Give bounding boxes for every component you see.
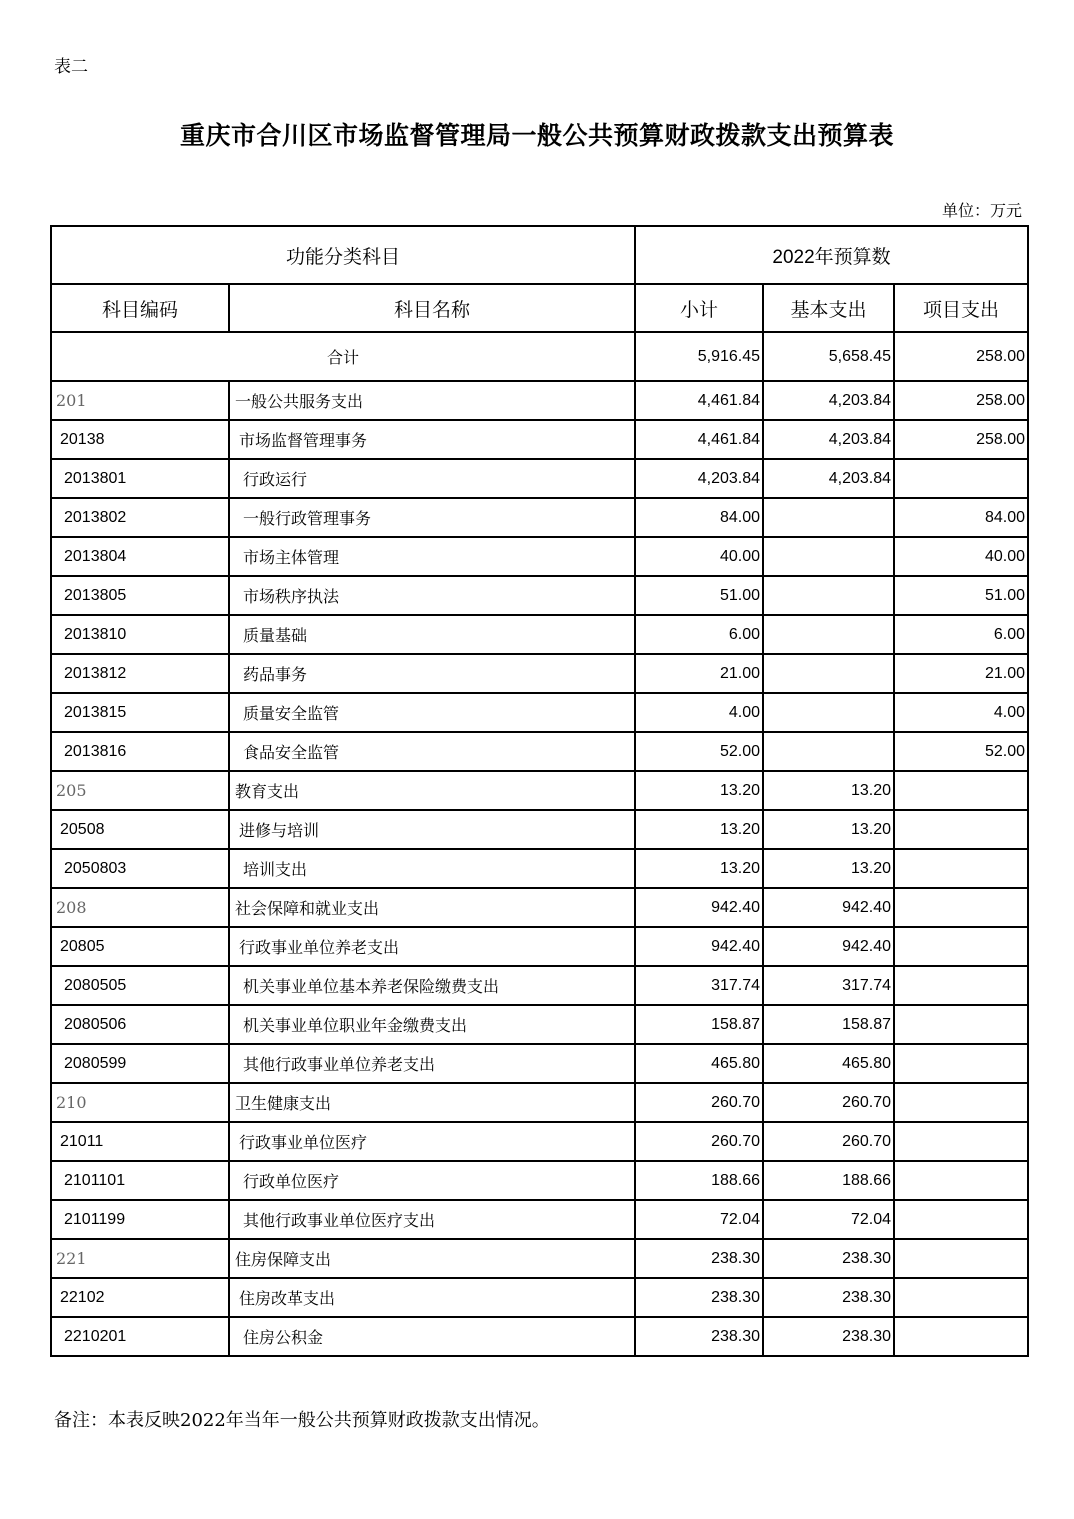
row-name: 行政单位医疗 [229, 1161, 635, 1200]
table-row [51, 927, 1028, 966]
row-code: 2013816 [51, 732, 229, 771]
table-row [51, 771, 1028, 810]
header-row-group [51, 226, 1028, 284]
row-basic: 238.30 [763, 1239, 894, 1278]
table-row [51, 1317, 1028, 1356]
row-basic [763, 537, 894, 576]
table-row [51, 1044, 1028, 1083]
row-code: 201 [51, 381, 229, 420]
row-name: 卫生健康支出 [229, 1083, 635, 1122]
row-project [894, 1083, 1028, 1122]
row-basic: 4,203.84 [763, 381, 894, 420]
row-project [894, 810, 1028, 849]
row-basic: 465.80 [763, 1044, 894, 1083]
table-row [51, 654, 1028, 693]
row-name: 行政事业单位养老支出 [229, 927, 635, 966]
row-code: 2080599 [51, 1044, 229, 1083]
total-subtotal: 5,916.45 [635, 332, 763, 381]
row-subtotal: 6.00 [635, 615, 763, 654]
row-subtotal: 465.80 [635, 1044, 763, 1083]
row-basic: 942.40 [763, 927, 894, 966]
table-row [51, 1161, 1028, 1200]
row-name: 市场主体管理 [229, 537, 635, 576]
table-row [51, 459, 1028, 498]
table-row [51, 1278, 1028, 1317]
table-row [51, 537, 1028, 576]
row-code: 208 [51, 888, 229, 927]
row-basic [763, 498, 894, 537]
row-project [894, 459, 1028, 498]
row-basic [763, 693, 894, 732]
row-subtotal: 84.00 [635, 498, 763, 537]
row-name: 教育支出 [229, 771, 635, 810]
row-subtotal: 52.00 [635, 732, 763, 771]
row-project: 51.00 [894, 576, 1028, 615]
row-project: 21.00 [894, 654, 1028, 693]
table-row [51, 1200, 1028, 1239]
row-project [894, 1005, 1028, 1044]
row-code: 2013802 [51, 498, 229, 537]
row-name: 机关事业单位职业年金缴费支出 [229, 1005, 635, 1044]
row-subtotal: 4,461.84 [635, 420, 763, 459]
header-subtotal: 小计 [635, 284, 763, 332]
header-code: 科目编码 [51, 284, 229, 332]
row-project [894, 771, 1028, 810]
row-name: 住房保障支出 [229, 1239, 635, 1278]
row-basic: 260.70 [763, 1083, 894, 1122]
row-basic: 238.30 [763, 1317, 894, 1356]
total-label: 合计 [51, 332, 635, 381]
table-row [51, 498, 1028, 537]
row-subtotal: 13.20 [635, 771, 763, 810]
row-code: 210 [51, 1083, 229, 1122]
row-subtotal: 942.40 [635, 888, 763, 927]
page-title: 重庆市合川区市场监督管理局一般公共预算财政拨款支出预算表 [179, 121, 894, 150]
row-basic: 942.40 [763, 888, 894, 927]
row-subtotal: 188.66 [635, 1161, 763, 1200]
row-name: 食品安全监管 [229, 732, 635, 771]
row-code: 20805 [51, 927, 229, 966]
row-basic: 4,203.84 [763, 459, 894, 498]
row-basic: 158.87 [763, 1005, 894, 1044]
total-basic: 5,658.45 [763, 332, 894, 381]
row-name: 进修与培训 [229, 810, 635, 849]
table-row [51, 849, 1028, 888]
row-name: 其他行政事业单位医疗支出 [229, 1200, 635, 1239]
row-basic [763, 732, 894, 771]
row-name: 一般公共服务支出 [229, 381, 635, 420]
row-code: 2101199 [51, 1200, 229, 1239]
row-name: 质量安全监管 [229, 693, 635, 732]
row-name: 住房公积金 [229, 1317, 635, 1356]
row-project [894, 1044, 1028, 1083]
row-subtotal: 4,461.84 [635, 381, 763, 420]
row-project [894, 1278, 1028, 1317]
row-name: 质量基础 [229, 615, 635, 654]
row-project [894, 888, 1028, 927]
row-code: 205 [51, 771, 229, 810]
row-subtotal: 13.20 [635, 810, 763, 849]
table-row [51, 1083, 1028, 1122]
row-subtotal: 21.00 [635, 654, 763, 693]
table-row [51, 1122, 1028, 1161]
row-name: 机关事业单位基本养老保险缴费支出 [229, 966, 635, 1005]
total-project: 258.00 [894, 332, 1028, 381]
row-project [894, 849, 1028, 888]
row-name: 一般行政管理事务 [229, 498, 635, 537]
row-code: 20508 [51, 810, 229, 849]
row-subtotal: 40.00 [635, 537, 763, 576]
row-name: 社会保障和就业支出 [229, 888, 635, 927]
header-budget-group: 2022年预算数 [635, 226, 1028, 284]
row-name: 行政事业单位医疗 [229, 1122, 635, 1161]
row-basic: 238.30 [763, 1278, 894, 1317]
row-code: 22102 [51, 1278, 229, 1317]
row-name: 培训支出 [229, 849, 635, 888]
row-name: 药品事务 [229, 654, 635, 693]
row-project [894, 1239, 1028, 1278]
row-code: 21011 [51, 1122, 229, 1161]
row-project [894, 927, 1028, 966]
row-project [894, 1200, 1028, 1239]
row-code: 2013805 [51, 576, 229, 615]
row-project [894, 966, 1028, 1005]
table-row [51, 693, 1028, 732]
row-project: 84.00 [894, 498, 1028, 537]
header-project: 项目支出 [894, 284, 1028, 332]
total-row [51, 332, 1028, 381]
row-project: 4.00 [894, 693, 1028, 732]
table-row [51, 888, 1028, 927]
table-row [51, 381, 1028, 420]
row-project: 52.00 [894, 732, 1028, 771]
row-subtotal: 4,203.84 [635, 459, 763, 498]
table-row [51, 1005, 1028, 1044]
row-basic: 317.74 [763, 966, 894, 1005]
row-basic [763, 576, 894, 615]
row-code: 2013815 [51, 693, 229, 732]
row-project: 258.00 [894, 381, 1028, 420]
row-project: 6.00 [894, 615, 1028, 654]
table-row [51, 1239, 1028, 1278]
row-code: 221 [51, 1239, 229, 1278]
row-basic: 4,203.84 [763, 420, 894, 459]
row-project [894, 1122, 1028, 1161]
row-basic: 13.20 [763, 810, 894, 849]
table-row [51, 810, 1028, 849]
header-function-group: 功能分类科目 [51, 226, 635, 284]
row-subtotal: 4.00 [635, 693, 763, 732]
row-basic: 260.70 [763, 1122, 894, 1161]
table-row [51, 576, 1028, 615]
header-name: 科目名称 [229, 284, 635, 332]
row-code: 2013812 [51, 654, 229, 693]
row-subtotal: 317.74 [635, 966, 763, 1005]
row-name: 其他行政事业单位养老支出 [229, 1044, 635, 1083]
table-label: 表二 [54, 57, 88, 77]
row-code: 2013804 [51, 537, 229, 576]
footnote: 备注：本表反映2022年当年一般公共预算财政拨款支出情况。 [54, 1410, 550, 1431]
row-project: 258.00 [894, 420, 1028, 459]
row-subtotal: 942.40 [635, 927, 763, 966]
row-basic: 72.04 [763, 1200, 894, 1239]
row-code: 2013801 [51, 459, 229, 498]
row-subtotal: 51.00 [635, 576, 763, 615]
row-name: 行政运行 [229, 459, 635, 498]
table-row [51, 615, 1028, 654]
row-name: 市场秩序执法 [229, 576, 635, 615]
row-name: 住房改革支出 [229, 1278, 635, 1317]
row-basic: 13.20 [763, 771, 894, 810]
row-subtotal: 238.30 [635, 1317, 763, 1356]
row-code: 2013810 [51, 615, 229, 654]
header-row-columns [51, 284, 1028, 332]
row-project [894, 1161, 1028, 1200]
row-basic [763, 615, 894, 654]
table-row [51, 420, 1028, 459]
row-subtotal: 260.70 [635, 1122, 763, 1161]
unit-label: 单位：万元 [941, 201, 1022, 220]
table-row [51, 732, 1028, 771]
row-code: 2210201 [51, 1317, 229, 1356]
row-project: 40.00 [894, 537, 1028, 576]
row-basic [763, 654, 894, 693]
row-basic: 13.20 [763, 849, 894, 888]
row-subtotal: 238.30 [635, 1239, 763, 1278]
row-code: 2050803 [51, 849, 229, 888]
header-basic: 基本支出 [763, 284, 894, 332]
row-code: 2080505 [51, 966, 229, 1005]
row-basic: 188.66 [763, 1161, 894, 1200]
row-code: 2080506 [51, 1005, 229, 1044]
row-subtotal: 158.87 [635, 1005, 763, 1044]
row-code: 2101101 [51, 1161, 229, 1200]
row-subtotal: 72.04 [635, 1200, 763, 1239]
row-name: 市场监督管理事务 [229, 420, 635, 459]
row-subtotal: 260.70 [635, 1083, 763, 1122]
row-project [894, 1317, 1028, 1356]
row-code: 20138 [51, 420, 229, 459]
table-row [51, 966, 1028, 1005]
row-subtotal: 13.20 [635, 849, 763, 888]
row-subtotal: 238.30 [635, 1278, 763, 1317]
budget-table [50, 225, 1029, 1357]
